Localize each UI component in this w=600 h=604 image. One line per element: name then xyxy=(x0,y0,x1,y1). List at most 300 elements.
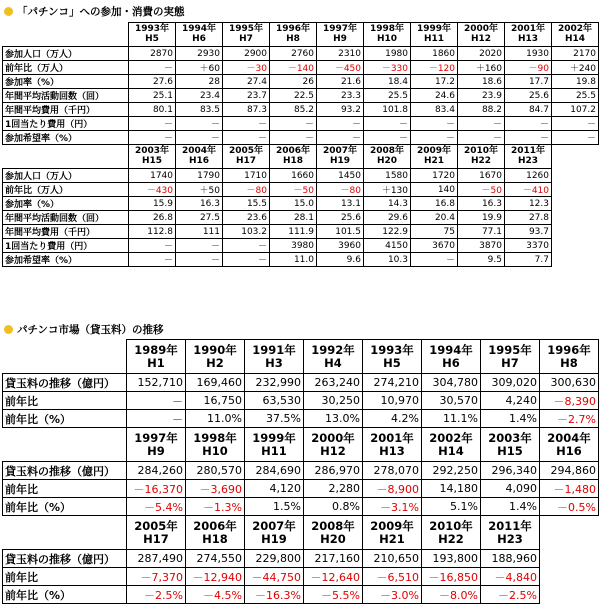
section1-title: 「パチンコ」への参加・消費の実態 xyxy=(4,4,184,19)
data-cell: －3.0% xyxy=(363,586,422,604)
data-cell: －2.7% xyxy=(540,410,599,428)
year-header xyxy=(223,145,270,169)
data-cell: 10.3 xyxy=(364,253,411,267)
table-row xyxy=(3,253,599,267)
empty-cell xyxy=(552,211,599,225)
data-cell: 13.1 xyxy=(317,197,364,211)
row-label: 1回当たり費用（円） xyxy=(3,117,129,131)
year-header-row xyxy=(3,428,599,462)
data-cell: 80.1 xyxy=(129,103,176,117)
data-cell: ＋240 xyxy=(552,61,599,75)
data-cell: －12,640 xyxy=(304,568,363,586)
year-label: 2011年 xyxy=(488,519,532,534)
year-header-row xyxy=(3,145,599,169)
table-row xyxy=(3,586,599,604)
data-cell: 111.9 xyxy=(270,225,317,239)
table-row xyxy=(3,498,599,516)
empty-cell xyxy=(552,239,599,253)
section2-title: パチンコ市場（貸玉料）の推移 xyxy=(4,322,163,337)
data-cell: 3980 xyxy=(270,239,317,253)
empty-cell xyxy=(552,183,599,197)
year-header xyxy=(304,340,363,374)
data-cell: －90 xyxy=(505,61,552,75)
year-header xyxy=(223,23,270,47)
data-cell: 27.5 xyxy=(176,211,223,225)
data-cell: － xyxy=(176,253,223,267)
data-cell: 27.8 xyxy=(505,211,552,225)
era-label: H23 xyxy=(497,531,523,546)
data-cell: 232,990 xyxy=(245,374,304,392)
data-cell: 21.6 xyxy=(317,75,364,89)
data-cell: 103.2 xyxy=(223,225,270,239)
year-label: 2011年 xyxy=(510,146,546,157)
year-label: 1989年 xyxy=(134,343,178,358)
data-cell: － xyxy=(411,117,458,131)
era-label: H22 xyxy=(438,531,464,546)
era-label: H7 xyxy=(239,33,253,44)
table-row xyxy=(3,550,599,568)
data-cell: － xyxy=(552,117,599,131)
data-cell: －3,690 xyxy=(186,480,245,498)
rental-market-table xyxy=(2,339,599,604)
year-label: 1992年 xyxy=(311,343,355,358)
year-label: 2003年 xyxy=(134,146,170,157)
era-label: H8 xyxy=(286,33,300,44)
data-cell: － xyxy=(270,131,317,145)
table-row xyxy=(3,89,599,103)
data-cell: －2.5% xyxy=(127,586,186,604)
participation-table xyxy=(2,22,599,267)
data-cell: －430 xyxy=(129,183,176,197)
data-cell: 0.8% xyxy=(304,498,363,516)
era-label: H17 xyxy=(235,155,257,166)
data-cell: 1260 xyxy=(505,169,552,183)
data-cell: 2310 xyxy=(317,47,364,61)
data-cell: －6,510 xyxy=(363,568,422,586)
data-cell: 27.6 xyxy=(129,75,176,89)
data-cell: －450 xyxy=(317,61,364,75)
data-cell: 85.2 xyxy=(270,103,317,117)
year-header-row xyxy=(3,23,599,47)
data-cell: 23.3 xyxy=(317,89,364,103)
table-row xyxy=(3,169,599,183)
data-cell: 1660 xyxy=(270,169,317,183)
data-cell: － xyxy=(129,117,176,131)
data-cell: － xyxy=(552,131,599,145)
data-cell: － xyxy=(270,117,317,131)
year-label: 1994年 xyxy=(429,343,473,358)
data-cell: － xyxy=(411,253,458,267)
row-label: 年間平均費用（千円） xyxy=(3,103,129,117)
era-label: H5 xyxy=(383,355,401,370)
empty-cell xyxy=(540,550,599,568)
data-cell: 77.1 xyxy=(458,225,505,239)
data-cell: 2,280 xyxy=(304,480,363,498)
era-label: H23 xyxy=(517,155,539,166)
data-cell: 14,180 xyxy=(422,480,481,498)
data-cell: 217,160 xyxy=(304,550,363,568)
year-header xyxy=(422,340,481,374)
year-label: 1999年 xyxy=(416,24,452,35)
data-cell: －4,840 xyxy=(481,568,540,586)
data-cell: － xyxy=(223,239,270,253)
era-label: H11 xyxy=(423,33,445,44)
data-cell: 1980 xyxy=(364,47,411,61)
year-label: 2010年 xyxy=(429,519,473,534)
data-cell: 26 xyxy=(270,75,317,89)
data-cell: 93.7 xyxy=(505,225,552,239)
header-corner xyxy=(3,516,127,550)
data-cell: － xyxy=(411,131,458,145)
row-label: 参加人口（万人） xyxy=(3,169,129,183)
empty-cell xyxy=(552,145,599,169)
data-cell: 11.0 xyxy=(270,253,317,267)
era-label: H15 xyxy=(497,443,523,458)
empty-cell xyxy=(540,568,599,586)
data-cell: 4,240 xyxy=(481,392,540,410)
data-cell: －410 xyxy=(505,183,552,197)
table-row xyxy=(3,239,599,253)
header-corner xyxy=(3,145,129,169)
data-cell: 87.3 xyxy=(223,103,270,117)
table-row xyxy=(3,568,599,586)
table-row xyxy=(3,392,599,410)
data-cell: 2170 xyxy=(552,47,599,61)
year-label: 2009年 xyxy=(416,146,452,157)
data-cell: －8,390 xyxy=(540,392,599,410)
empty-cell xyxy=(552,253,599,267)
data-cell: 16.3 xyxy=(176,197,223,211)
era-label: H6 xyxy=(442,355,460,370)
year-label: 1994年 xyxy=(181,24,217,35)
data-cell: － xyxy=(223,253,270,267)
era-label: H2 xyxy=(206,355,224,370)
year-header xyxy=(127,516,186,550)
data-cell: －1,480 xyxy=(540,480,599,498)
data-cell: 210,650 xyxy=(363,550,422,568)
year-label: 2001年 xyxy=(370,431,414,446)
data-cell: 11.0% xyxy=(186,410,245,428)
era-label: H1 xyxy=(147,355,165,370)
era-label: H8 xyxy=(560,355,578,370)
data-cell: －44,750 xyxy=(245,568,304,586)
data-cell: 4.2% xyxy=(363,410,422,428)
era-label: H11 xyxy=(261,443,287,458)
data-cell: －12,940 xyxy=(186,568,245,586)
era-label: H16 xyxy=(556,443,582,458)
data-cell: ＋60 xyxy=(176,61,223,75)
year-header xyxy=(422,428,481,462)
data-cell: 16,750 xyxy=(186,392,245,410)
data-cell: － xyxy=(127,392,186,410)
data-cell: 169,460 xyxy=(186,374,245,392)
era-label: H9 xyxy=(147,443,165,458)
year-label: 1990年 xyxy=(193,343,237,358)
data-cell: 3670 xyxy=(411,239,458,253)
data-cell: 2930 xyxy=(176,47,223,61)
year-label: 2005年 xyxy=(228,146,264,157)
row-label: 参加人口（万人） xyxy=(3,47,129,61)
data-cell: 88.2 xyxy=(458,103,505,117)
year-header xyxy=(245,428,304,462)
data-cell: 20.4 xyxy=(411,211,458,225)
era-label: H12 xyxy=(320,443,346,458)
row-label: 参加率（%） xyxy=(3,75,129,89)
year-header xyxy=(481,516,540,550)
data-cell: 1.5% xyxy=(245,498,304,516)
table-row xyxy=(3,211,599,225)
row-label: 参加率（%） xyxy=(3,197,129,211)
data-cell: 75 xyxy=(411,225,458,239)
data-cell: 1.4% xyxy=(481,498,540,516)
year-label: 2004年 xyxy=(547,431,591,446)
era-label: H15 xyxy=(141,155,163,166)
header-corner xyxy=(3,428,127,462)
data-cell: 12.3 xyxy=(505,197,552,211)
year-label: 1997年 xyxy=(134,431,178,446)
empty-cell xyxy=(540,516,599,550)
data-cell: 274,550 xyxy=(186,550,245,568)
data-cell: 10,970 xyxy=(363,392,422,410)
data-cell: 284,690 xyxy=(245,462,304,480)
data-cell: 37.5% xyxy=(245,410,304,428)
year-label: 1998年 xyxy=(193,431,237,446)
era-label: H21 xyxy=(379,531,405,546)
data-cell: 29.6 xyxy=(364,211,411,225)
data-cell: 4,090 xyxy=(481,480,540,498)
data-cell: －120 xyxy=(411,61,458,75)
data-cell: ＋50 xyxy=(176,183,223,197)
data-cell: －80 xyxy=(317,183,364,197)
data-cell: 63,530 xyxy=(245,392,304,410)
year-header xyxy=(458,23,505,47)
data-cell: 25.1 xyxy=(129,89,176,103)
year-header xyxy=(411,145,458,169)
data-cell: －50 xyxy=(458,183,505,197)
year-header xyxy=(552,23,599,47)
year-header xyxy=(540,340,599,374)
data-cell: － xyxy=(505,117,552,131)
year-header xyxy=(364,145,411,169)
year-header xyxy=(317,23,364,47)
table-row xyxy=(3,103,599,117)
year-header xyxy=(186,340,245,374)
year-label: 2000年 xyxy=(463,24,499,35)
year-label: 1998年 xyxy=(369,24,405,35)
data-cell: 9.6 xyxy=(317,253,364,267)
data-cell: － xyxy=(176,131,223,145)
data-cell: 263,240 xyxy=(304,374,363,392)
header-corner xyxy=(3,340,127,374)
data-cell: －2.5% xyxy=(481,586,540,604)
data-cell: 287,490 xyxy=(127,550,186,568)
year-header xyxy=(505,145,552,169)
data-cell: 23.4 xyxy=(176,89,223,103)
year-header xyxy=(270,23,317,47)
data-cell: 1450 xyxy=(317,169,364,183)
table-row xyxy=(3,480,599,498)
row-label: 1回当たり費用（円） xyxy=(3,239,129,253)
data-cell: － xyxy=(223,131,270,145)
year-header xyxy=(363,516,422,550)
data-cell: －1.3% xyxy=(186,498,245,516)
data-cell: －140 xyxy=(270,61,317,75)
data-cell: 278,070 xyxy=(363,462,422,480)
data-cell: 83.5 xyxy=(176,103,223,117)
data-cell: 1580 xyxy=(364,169,411,183)
year-label: 1991年 xyxy=(252,343,296,358)
row-label: 前年比 xyxy=(3,480,127,498)
data-cell: 17.2 xyxy=(411,75,458,89)
data-cell: －3.1% xyxy=(363,498,422,516)
data-cell: 280,570 xyxy=(186,462,245,480)
year-label: 1996年 xyxy=(547,343,591,358)
data-cell: 304,780 xyxy=(422,374,481,392)
empty-cell xyxy=(540,586,599,604)
table-row xyxy=(3,462,599,480)
data-cell: 19.8 xyxy=(552,75,599,89)
data-cell: － xyxy=(458,131,505,145)
data-cell: －8.0% xyxy=(422,586,481,604)
era-label: H21 xyxy=(423,155,445,166)
data-cell: 26.8 xyxy=(129,211,176,225)
data-cell: 2020 xyxy=(458,47,505,61)
data-cell: 107.2 xyxy=(552,103,599,117)
year-label: 2009年 xyxy=(370,519,414,534)
era-label: H12 xyxy=(470,33,492,44)
table-row xyxy=(3,117,599,131)
data-cell: 3370 xyxy=(505,239,552,253)
year-header xyxy=(411,23,458,47)
year-label: 1995年 xyxy=(228,24,264,35)
row-label: 前年比 xyxy=(3,568,127,586)
data-cell: 25.5 xyxy=(364,89,411,103)
era-label: H14 xyxy=(438,443,464,458)
year-label: 1995年 xyxy=(488,343,532,358)
data-cell: 229,800 xyxy=(245,550,304,568)
year-label: 1997年 xyxy=(322,24,358,35)
data-cell: 7.7 xyxy=(505,253,552,267)
data-cell: 140 xyxy=(411,183,458,197)
year-label: 1996年 xyxy=(275,24,311,35)
data-cell: 22.5 xyxy=(270,89,317,103)
year-header xyxy=(304,428,363,462)
data-cell: 4,120 xyxy=(245,480,304,498)
data-cell: －80 xyxy=(223,183,270,197)
era-label: H13 xyxy=(379,443,405,458)
data-cell: －4.5% xyxy=(186,586,245,604)
data-cell: 112.8 xyxy=(129,225,176,239)
data-cell: 83.4 xyxy=(411,103,458,117)
data-cell: 25.6 xyxy=(505,89,552,103)
data-cell: 24.6 xyxy=(411,89,458,103)
data-cell: 101.5 xyxy=(317,225,364,239)
empty-cell xyxy=(552,169,599,183)
year-label: 2008年 xyxy=(311,519,355,534)
data-cell: 101.8 xyxy=(364,103,411,117)
era-label: H4 xyxy=(324,355,342,370)
row-label: 前年比（万人） xyxy=(3,61,129,75)
table-row xyxy=(3,225,599,239)
era-label: H19 xyxy=(261,531,287,546)
data-cell: 30,570 xyxy=(422,392,481,410)
year-label: 2005年 xyxy=(134,519,178,534)
year-label: 2004年 xyxy=(181,146,217,157)
data-cell: 23.7 xyxy=(223,89,270,103)
data-cell: －8,900 xyxy=(363,480,422,498)
year-label: 2001年 xyxy=(510,24,546,35)
data-cell: ＋160 xyxy=(458,61,505,75)
data-cell: － xyxy=(223,117,270,131)
data-cell: － xyxy=(176,117,223,131)
data-cell: 4150 xyxy=(364,239,411,253)
data-cell: 27.4 xyxy=(223,75,270,89)
data-cell: 309,020 xyxy=(481,374,540,392)
era-label: H5 xyxy=(145,33,159,44)
year-label: 2007年 xyxy=(252,519,296,534)
table-row xyxy=(3,131,599,145)
era-label: H18 xyxy=(202,531,228,546)
header-corner xyxy=(3,23,129,47)
data-cell: 5.1% xyxy=(422,498,481,516)
data-cell: 28.1 xyxy=(270,211,317,225)
row-label: 貸玉料の推移（億円） xyxy=(3,550,127,568)
era-label: H22 xyxy=(470,155,492,166)
data-cell: － xyxy=(129,239,176,253)
data-cell: 2870 xyxy=(129,47,176,61)
era-label: H20 xyxy=(376,155,398,166)
year-header-row xyxy=(3,516,599,550)
data-cell: 11.1% xyxy=(422,410,481,428)
row-label: 参加希望率（%） xyxy=(3,131,129,145)
table-row xyxy=(3,183,599,197)
year-header xyxy=(363,340,422,374)
era-label: H16 xyxy=(188,155,210,166)
data-cell: 1930 xyxy=(505,47,552,61)
data-cell: － xyxy=(364,117,411,131)
data-cell: －16.3% xyxy=(245,586,304,604)
data-cell: 3960 xyxy=(317,239,364,253)
data-cell: 18.6 xyxy=(458,75,505,89)
data-cell: 1720 xyxy=(411,169,458,183)
row-label: 前年比（%） xyxy=(3,586,127,604)
data-cell: － xyxy=(317,131,364,145)
year-label: 1999年 xyxy=(252,431,296,446)
row-label: 前年比（万人） xyxy=(3,183,129,197)
data-cell: 300,630 xyxy=(540,374,599,392)
data-cell: 15.5 xyxy=(223,197,270,211)
data-cell: 15.9 xyxy=(129,197,176,211)
year-label: 1993年 xyxy=(370,343,414,358)
data-cell: 292,250 xyxy=(422,462,481,480)
row-label: 年間平均活動回数（回） xyxy=(3,89,129,103)
year-header xyxy=(127,428,186,462)
data-cell: － xyxy=(176,239,223,253)
data-cell: 15.0 xyxy=(270,197,317,211)
data-cell: 286,970 xyxy=(304,462,363,480)
era-label: H13 xyxy=(517,33,539,44)
year-header-row xyxy=(3,340,599,374)
data-cell: －50 xyxy=(270,183,317,197)
year-label: 2010年 xyxy=(463,146,499,157)
data-cell: 14.3 xyxy=(364,197,411,211)
data-cell: 23.6 xyxy=(223,211,270,225)
data-cell: 28 xyxy=(176,75,223,89)
data-cell: 9.5 xyxy=(458,253,505,267)
year-label: 2008年 xyxy=(369,146,405,157)
data-cell: 30,250 xyxy=(304,392,363,410)
data-cell: － xyxy=(505,131,552,145)
